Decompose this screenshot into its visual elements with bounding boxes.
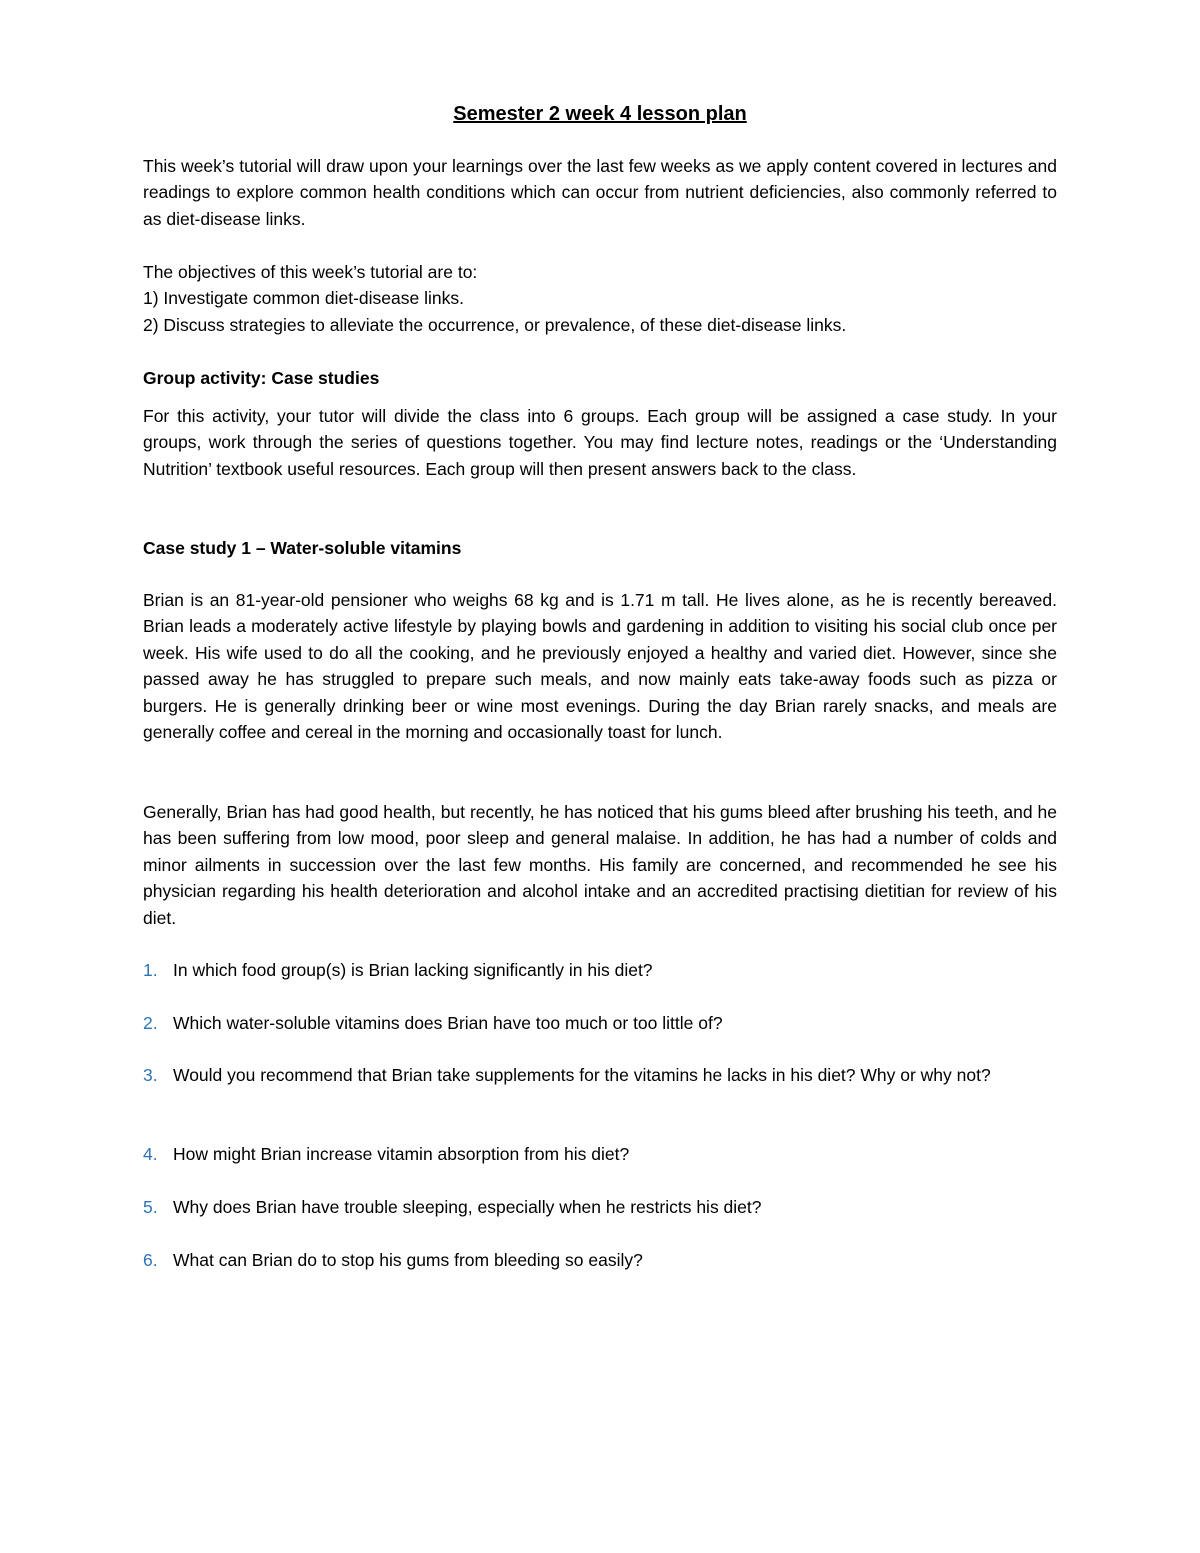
question-text: In which food group(s) is Brian lacking significantly in his diet? — [173, 960, 653, 980]
question-number: 1. — [143, 960, 158, 980]
case-study-paragraph: Brian is an 81-year-old pensioner who weighs 68 kg and is 1.71 m tall. He lives alone, as he is recently bereaved. Brian leads a moderately active lifestyle by playing bowls and gardening in addition to visiting his social club once per week. His wife used to do all the cooking, and he previously enjoyed a healthy and varied diet. However, since she passed away he has struggled to prepare such meals, and now mainly eats take-away foods such as pizza or burgers. He is generally drinking beer or wine most evenings. During the day Brian rarely snacks, and meals are generally coffee and cereal in the morning and occasionally toast for lunch. — [143, 590, 1057, 743]
case-study-heading: Case study 1 – Water-soluble vitamins — [143, 538, 462, 558]
question-text: How might Brian increase vitamin absorption from his diet? — [173, 1144, 630, 1164]
group-activity-paragraph: For this activity, your tutor will divide the class into 6 groups. Each group will be assigned a case study. In your groups, work through the series of questions together. You may find lecture notes, readings or the ‘Understanding Nutrition’ textbook useful resources. Each group will then present answers back to the class. — [143, 406, 1057, 479]
objective-item: 1) Investigate common diet-disease links. — [143, 288, 464, 309]
objective-item: 2) Discuss strategies to alleviate the occurrence, or prevalence, of these diet-disease links. — [143, 314, 847, 335]
question-number: 6. — [143, 1250, 158, 1270]
case-study-paragraph: Generally, Brian has had good health, but recently, he has noticed that his gums bleed after brushing his teeth, and he has been suffering from low mood, poor sleep and general malaise. In addition, he has had a number of colds and minor ailments in succession over the last few months. His family are concerned, and recommended he see his physician regarding his health deterioration and alcohol intake and an accredited practising dietitian for review of his diet. — [143, 802, 1057, 928]
objectives-lead: The objectives of this week’s tutorial are to: — [143, 262, 478, 282]
question-text: Why does Brian have trouble sleeping, especially when he restricts his diet? — [173, 1197, 762, 1217]
question-text: Which water-soluble vitamins does Brian have too much or too little of? — [173, 1013, 723, 1033]
question-item — [143, 1194, 1057, 1220]
intro-paragraph: This week’s tutorial will draw upon your learnings over the last few weeks as we apply content covered in lectures and readings to explore common health conditions which can occur from nutrient deficiencies, also commonly referred to as diet-disease links. — [143, 156, 1057, 229]
question-item — [143, 1062, 1057, 1088]
question-number: 2. — [143, 1013, 158, 1033]
question-text: Would you recommend that Brian take supplements for the vitamins he lacks in his diet? Why or why not? — [173, 1065, 991, 1085]
question-item — [143, 1141, 1057, 1167]
question-text: What can Brian do to stop his gums from bleeding so easily? — [173, 1250, 643, 1270]
question-item — [143, 1247, 1057, 1273]
question-number: 4. — [143, 1144, 158, 1164]
question-item — [143, 957, 1057, 983]
question-number: 3. — [143, 1065, 158, 1085]
objectives-section — [143, 259, 1057, 338]
question-item — [143, 1010, 1057, 1036]
group-activity-heading: Group activity: Case studies — [143, 368, 380, 388]
question-number: 5. — [143, 1197, 158, 1217]
document-title: Semester 2 week 4 lesson plan — [453, 103, 747, 125]
